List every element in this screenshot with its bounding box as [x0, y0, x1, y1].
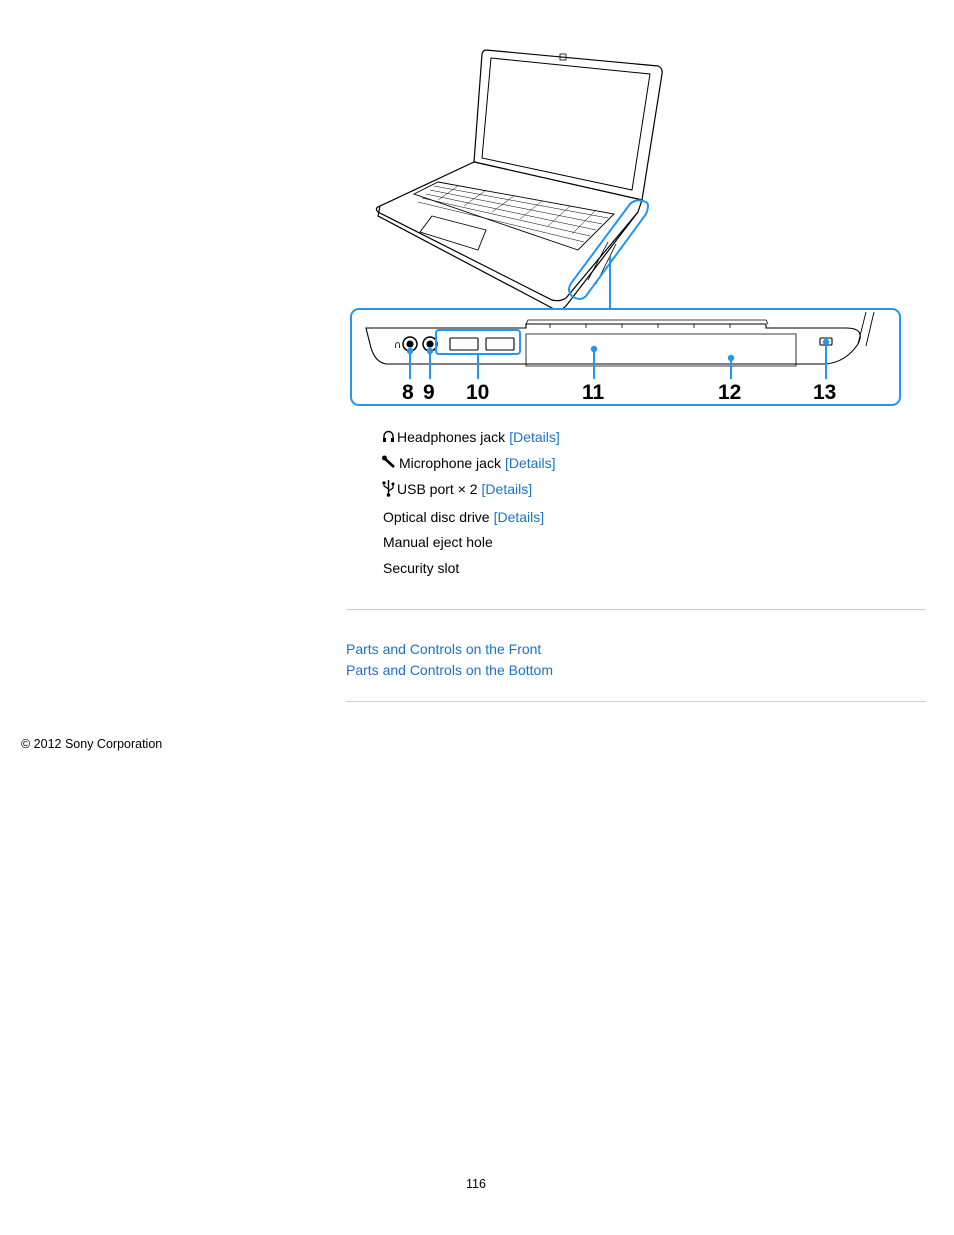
laptop-illustration: [376, 50, 662, 310]
copyright: © 2012 Sony Corporation: [21, 737, 163, 751]
callout-9: 9: [423, 381, 435, 404]
callout-10: 10: [466, 381, 490, 404]
list-item: [383, 532, 493, 552]
headphones-icon: [382, 429, 395, 446]
list-item: [383, 558, 459, 578]
usb-icon: [382, 479, 395, 500]
details-link-headphones[interactable]: [Details]: [509, 429, 560, 445]
link-parts-bottom[interactable]: Parts and Controls on the Bottom: [346, 662, 553, 678]
callout-12: 12: [718, 381, 742, 404]
item-label: Manual eject hole: [383, 534, 493, 550]
callout-13: 13: [813, 381, 837, 404]
item-label: Microphone jack: [399, 455, 501, 471]
related-links: [346, 641, 553, 683]
page-number: 116: [466, 1177, 486, 1191]
list-item: [382, 453, 556, 473]
details-link-usb[interactable]: [Details]: [481, 481, 533, 497]
microphone-icon: [382, 455, 397, 472]
details-link-optical-drive[interactable]: [Details]: [493, 509, 545, 525]
item-label: USB port × 2: [397, 481, 478, 497]
divider: [346, 609, 926, 610]
divider: [346, 701, 926, 702]
item-label: Security slot: [383, 560, 460, 576]
list-item: [383, 507, 544, 527]
callout-11: 11: [582, 381, 605, 404]
list-item: [382, 479, 532, 499]
laptop-side-figure: [346, 44, 906, 410]
callout-8: 8: [402, 381, 414, 404]
svg-text:∩: ∩: [394, 340, 402, 351]
item-label: Optical disc drive: [383, 509, 490, 525]
link-parts-front[interactable]: Parts and Controls on the Front: [346, 641, 542, 657]
list-item: [382, 427, 560, 447]
item-label: Headphones jack: [397, 429, 506, 445]
details-link-microphone[interactable]: [Details]: [504, 455, 556, 471]
